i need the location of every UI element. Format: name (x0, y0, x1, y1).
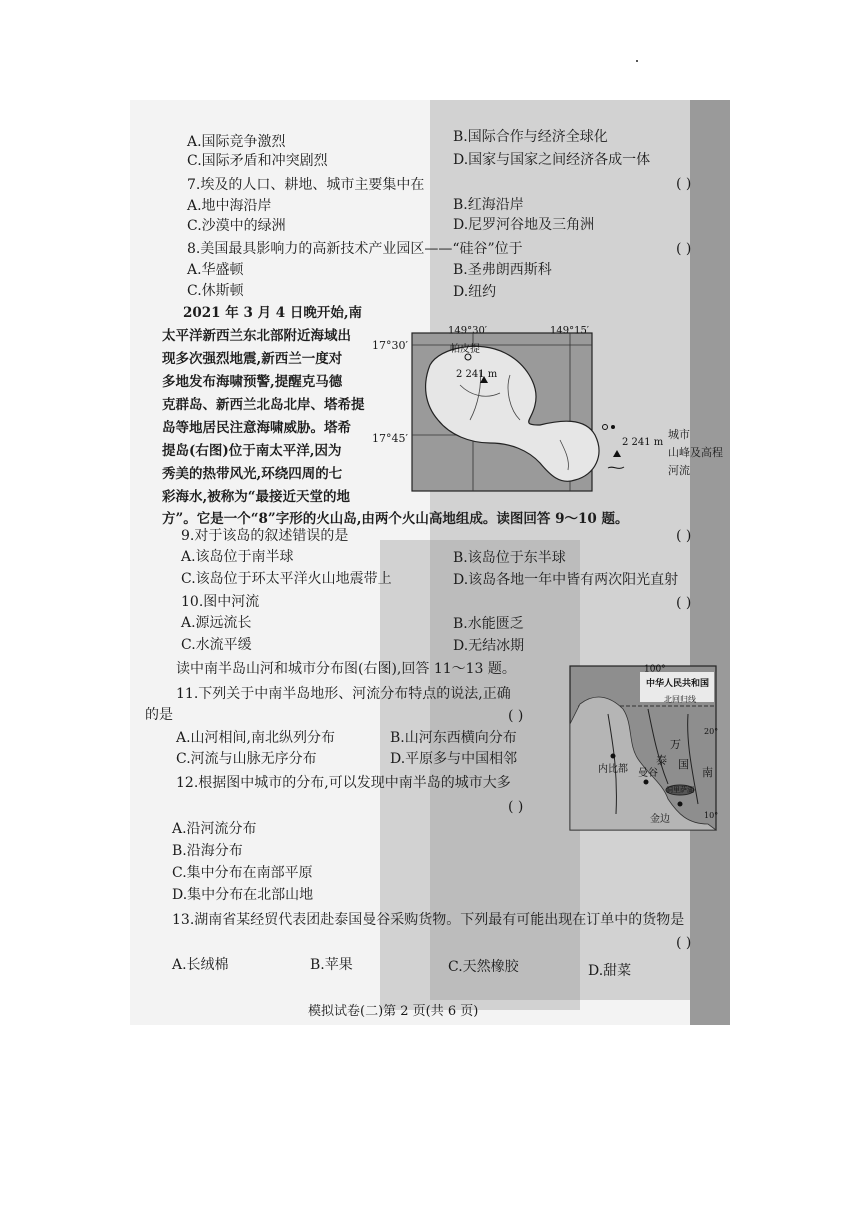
q13-option-c: C.天然橡胶 (448, 959, 519, 975)
q11-option-b: B.山河东西横向分布 (390, 730, 517, 746)
passage-line: 多地发布海啸预警,提醒克马德 (162, 374, 343, 390)
phnom-penh-city-icon (678, 802, 683, 807)
map2-city2: 曼谷 (638, 768, 658, 779)
stray-dot (636, 60, 638, 62)
passage-line: 岛等地居民注意海啸威胁。塔希 (162, 420, 351, 436)
map2-label-a: 南 (702, 766, 713, 779)
tahiti-map (410, 325, 664, 495)
q11-option-c: C.河流与山脉无序分布 (176, 751, 317, 767)
bangkok-city-icon (644, 780, 649, 785)
passage-line: 秀美的热带风光,环绕四周的七 (162, 466, 343, 482)
q10-option-a: A.源远流长 (181, 615, 252, 631)
legend-city-dot-icon (611, 425, 615, 429)
q6-option-a: A.国际竞争激烈 (187, 134, 286, 150)
q7-option-d: D.尼罗河谷地及三角洲 (453, 217, 595, 233)
q9-option-b: B.该岛位于东半球 (453, 550, 566, 566)
q10-option-c: C.水流平缓 (181, 637, 252, 653)
passage-line: 2021 年 3 月 4 日晚开始,南 (183, 305, 363, 321)
legend-river-icon (608, 467, 624, 468)
naypyidaw-city-icon (611, 754, 616, 759)
q13-option-a: A.长绒棉 (172, 957, 229, 973)
map2-lon: 100° (644, 664, 666, 675)
map1-lat2: 17°45′ (372, 432, 408, 445)
map1-lon2: 149°15′ (550, 325, 590, 337)
q13-option-b: B.苹果 (310, 957, 353, 973)
map2-city3: 金边 (650, 814, 670, 825)
q8-answer-paren: ( ) (676, 241, 692, 257)
q8-option-c: C.休斯顿 (187, 283, 244, 299)
q12-stem: 12.根据图中城市的分布,可以发现中南半岛的城市大多 (176, 775, 511, 791)
q11-stem-line1: 11.下列关于中南半岛地形、河流分布特点的说法,正确 (176, 686, 511, 702)
q13-stem: 13.湖南省某经贸代表团赴泰国曼谷采购货物。下列最有可能出现在订单中的货物是 (172, 912, 685, 928)
map2-lat1: 20° (704, 727, 719, 736)
passage-line: 克群岛、新西兰北岛北岸、塔希提 (162, 397, 365, 413)
page-footer: 模拟试卷(二)第 2 页(共 6 页) (308, 1004, 479, 1019)
map1-lat1: 17°30′ (372, 339, 408, 352)
map2-lake: 洞里萨湖 (666, 786, 694, 794)
q7-answer-paren: ( ) (676, 176, 692, 192)
q8-stem: 8.美国最具影响力的高新技术产业园区——“硅谷”位于 (187, 241, 523, 257)
q6-option-b: B.国际合作与经济全球化 (453, 129, 608, 145)
q10-option-d: D.无结冰期 (453, 638, 525, 654)
q13-answer-paren: ( ) (676, 935, 692, 951)
q12-option-a: A.沿河流分布 (172, 821, 257, 837)
q9-option-a: A.该岛位于南半球 (181, 549, 294, 565)
q11-stem-line2: 的是 (145, 707, 173, 723)
map1-peak-label: 2 241 m (456, 369, 498, 380)
map2-label-b: 泰 (656, 754, 667, 767)
q11-option-d: D.平原多与中国相邻 (390, 751, 518, 767)
q7-option-a: A.地中海沿岸 (187, 198, 272, 214)
passage-line: 方”。它是一个“8”字形的火山岛,由两个火山高地组成。读图回答 9～10 题。 (162, 511, 629, 527)
map1-legend-peak: 山峰及高程 (668, 446, 723, 459)
q12-answer-paren: ( ) (508, 799, 524, 815)
q10-stem: 10.图中河流 (181, 594, 260, 610)
q12-option-c: C.集中分布在南部平原 (172, 865, 313, 881)
passage-line: 彩海水,被称为“最接近天堂的地 (162, 489, 350, 505)
q9-option-c: C.该岛位于环太平洋火山地震带上 (181, 571, 392, 587)
q7-stem: 7.埃及的人口、耕地、城市主要集中在 (187, 177, 425, 193)
passage-line: 现多次强烈地震,新西兰一度对 (162, 351, 343, 367)
legend-city-icon (603, 425, 608, 430)
map1-legend-river: 河流 (668, 464, 690, 477)
map2-label-c: 国 (678, 758, 689, 771)
q8-option-d: D.纽约 (453, 284, 497, 300)
passage-line: 提岛(右图)位于南太平洋,因为 (162, 443, 342, 459)
indochina-map (568, 664, 718, 832)
q8-option-b: B.圣弗朗西斯科 (453, 262, 552, 278)
q7-option-c: C.沙漠中的绿洲 (187, 218, 286, 234)
q9-option-d: D.该岛各地一年中皆有两次阳光直射 (453, 572, 679, 588)
map2-label-d: 万 (670, 738, 681, 751)
map1-lon1: 149°30′ (448, 325, 488, 337)
map2-tropic: 北回归线 (664, 695, 696, 704)
legend-peak-icon (613, 450, 621, 457)
map1-legend-peak-value: 2 241 m (622, 437, 664, 448)
q10-option-b: B.水能匮乏 (453, 616, 524, 632)
map1-legend-city: 城市 (668, 428, 690, 441)
map2-city1: 内比都 (598, 764, 628, 775)
page-edge-shadow (690, 100, 730, 1025)
q6-option-d: D.国家与国家之间经济各成一体 (453, 152, 651, 168)
q8-option-a: A.华盛顿 (187, 262, 244, 278)
q12-option-d: D.集中分布在北部山地 (172, 887, 314, 903)
q12-option-b: B.沿海分布 (172, 843, 243, 859)
q6-option-c: C.国际矛盾和冲突剧烈 (187, 153, 328, 169)
q9-stem: 9.对于该岛的叙述错误的是 (181, 528, 349, 544)
map1-city-label: 帕皮提 (450, 344, 480, 355)
q10-answer-paren: ( ) (676, 595, 692, 611)
q11-option-a: A.山河相间,南北纵列分布 (176, 730, 336, 746)
passage2: 读中南半岛山河和城市分布图(右图),回答 11～13 题。 (176, 661, 516, 677)
map2-lat2: 10° (704, 811, 719, 820)
q13-option-d: D.甜菜 (588, 963, 632, 979)
q7-option-b: B.红海沿岸 (453, 197, 524, 213)
map2-country: 中华人民共和国 (646, 679, 710, 689)
q11-answer-paren: ( ) (508, 708, 524, 724)
passage-line: 太平洋新西兰东北部附近海域出 (162, 328, 351, 344)
q9-answer-paren: ( ) (676, 528, 692, 544)
